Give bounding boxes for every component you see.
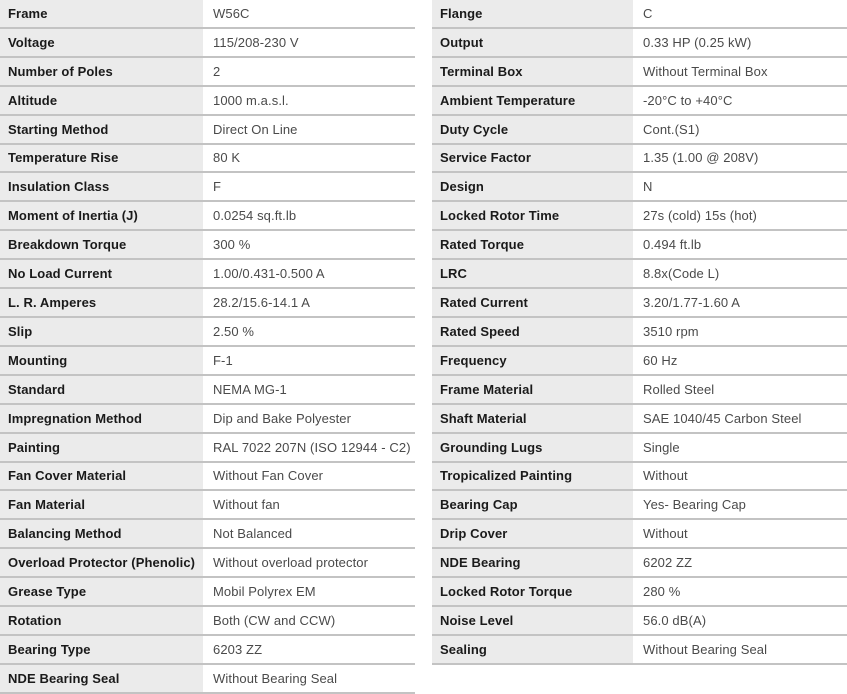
spec-row [0, 405, 415, 434]
spec-value: Dip and Bake Polyester [203, 405, 415, 432]
spec-label: Starting Method [0, 116, 203, 143]
spec-label: Frequency [432, 347, 633, 374]
spec-label: Service Factor [432, 145, 633, 172]
spec-row [0, 145, 415, 174]
spec-value: C [633, 0, 847, 27]
spec-row [432, 0, 847, 29]
spec-label: Breakdown Torque [0, 231, 203, 258]
spec-label: Sealing [432, 636, 633, 663]
spec-label: Impregnation Method [0, 405, 203, 432]
spec-row [432, 87, 847, 116]
spec-row [432, 463, 847, 492]
spec-value: 3510 rpm [633, 318, 847, 345]
spec-label: Bearing Type [0, 636, 203, 663]
spec-row [0, 636, 415, 665]
spec-value: 8.8x(Code L) [633, 260, 847, 287]
spec-value: W56C [203, 0, 415, 27]
spec-value: 115/208-230 V [203, 29, 415, 56]
spec-row [432, 636, 847, 665]
spec-label: Shaft Material [432, 405, 633, 432]
spec-label: NDE Bearing Seal [0, 665, 203, 692]
spec-value: Without overload protector [203, 549, 415, 576]
spec-value: Without [633, 463, 847, 490]
spec-label: Painting [0, 434, 203, 461]
spec-row [0, 87, 415, 116]
spec-label: Frame Material [432, 376, 633, 403]
spec-value: 0.494 ft.lb [633, 231, 847, 258]
spec-value: Without [633, 520, 847, 547]
spec-value: 80 K [203, 145, 415, 172]
spec-label: Rated Torque [432, 231, 633, 258]
spec-value: 0.33 HP (0.25 kW) [633, 29, 847, 56]
spec-value: SAE 1040/45 Carbon Steel [633, 405, 847, 432]
spec-value: Without Terminal Box [633, 58, 847, 85]
spec-row [432, 376, 847, 405]
spec-row [0, 607, 415, 636]
spec-value: Not Balanced [203, 520, 415, 547]
spec-row [0, 578, 415, 607]
spec-value: Both (CW and CCW) [203, 607, 415, 634]
spec-label: Balancing Method [0, 520, 203, 547]
spec-row [432, 607, 847, 636]
spec-label: Fan Material [0, 491, 203, 518]
spec-value: 2.50 % [203, 318, 415, 345]
spec-label: Standard [0, 376, 203, 403]
spec-label: Duty Cycle [432, 116, 633, 143]
spec-row [432, 318, 847, 347]
spec-value: 6202 ZZ [633, 549, 847, 576]
spec-row [432, 145, 847, 174]
spec-label: Drip Cover [432, 520, 633, 547]
spec-value: 1000 m.a.s.l. [203, 87, 415, 114]
spec-label: Noise Level [432, 607, 633, 634]
spec-row [0, 202, 415, 231]
spec-row [432, 58, 847, 87]
spec-value: Yes- Bearing Cap [633, 491, 847, 518]
spec-label: NDE Bearing [432, 549, 633, 576]
spec-row [0, 29, 415, 58]
spec-value: Rolled Steel [633, 376, 847, 403]
spec-row [432, 405, 847, 434]
spec-label: Moment of Inertia (J) [0, 202, 203, 229]
spec-label: Overload Protector (Phenolic) [0, 549, 203, 576]
spec-row [432, 347, 847, 376]
spec-row [432, 549, 847, 578]
spec-table-right [432, 0, 847, 694]
spec-row [0, 318, 415, 347]
spec-row [432, 491, 847, 520]
spec-value: Mobil Polyrex EM [203, 578, 415, 605]
spec-row [432, 289, 847, 318]
spec-value: 1.35 (1.00 @ 208V) [633, 145, 847, 172]
spec-row [432, 173, 847, 202]
spec-value: 2 [203, 58, 415, 85]
spec-label: Mounting [0, 347, 203, 374]
spec-value: NEMA MG-1 [203, 376, 415, 403]
spec-row [432, 231, 847, 260]
spec-label: L. R. Amperes [0, 289, 203, 316]
spec-row [0, 58, 415, 87]
spec-row [432, 520, 847, 549]
spec-label: Bearing Cap [432, 491, 633, 518]
spec-value: 60 Hz [633, 347, 847, 374]
spec-label: Locked Rotor Torque [432, 578, 633, 605]
spec-row [0, 463, 415, 492]
spec-label: Grounding Lugs [432, 434, 633, 461]
spec-value: Without fan [203, 491, 415, 518]
spec-value: 0.0254 sq.ft.lb [203, 202, 415, 229]
spec-row [0, 491, 415, 520]
spec-row [0, 116, 415, 145]
spec-label: Voltage [0, 29, 203, 56]
spec-label: LRC [432, 260, 633, 287]
spec-table-left [0, 0, 415, 694]
spec-value: 3.20/1.77-1.60 A [633, 289, 847, 316]
spec-value: Single [633, 434, 847, 461]
spec-label: Rated Speed [432, 318, 633, 345]
spec-value: -20°C to +40°C [633, 87, 847, 114]
spec-label: Output [432, 29, 633, 56]
spec-label: Tropicalized Painting [432, 463, 633, 490]
spec-row [432, 116, 847, 145]
spec-row [0, 665, 415, 694]
spec-label: No Load Current [0, 260, 203, 287]
spec-value: 1.00/0.431-0.500 A [203, 260, 415, 287]
spec-label: Altitude [0, 87, 203, 114]
spec-label: Insulation Class [0, 173, 203, 200]
spec-label: Rotation [0, 607, 203, 634]
spec-label: Grease Type [0, 578, 203, 605]
spec-label: Locked Rotor Time [432, 202, 633, 229]
spec-label: Number of Poles [0, 58, 203, 85]
spec-label: Slip [0, 318, 203, 345]
spec-value: Without Bearing Seal [633, 636, 847, 663]
spec-value: Without Fan Cover [203, 463, 415, 490]
spec-row [0, 0, 415, 29]
spec-value: 6203 ZZ [203, 636, 415, 663]
spec-value: 300 % [203, 231, 415, 258]
spec-value: Cont.(S1) [633, 116, 847, 143]
spec-value: RAL 7022 207N (ISO 12944 - C2) [203, 434, 415, 461]
spec-row [0, 434, 415, 463]
spec-value: 280 % [633, 578, 847, 605]
spec-value: N [633, 173, 847, 200]
spec-value: 27s (cold) 15s (hot) [633, 202, 847, 229]
spec-label: Terminal Box [432, 58, 633, 85]
spec-label: Ambient Temperature [432, 87, 633, 114]
spec-value: F [203, 173, 415, 200]
spec-row [432, 578, 847, 607]
spec-label: Frame [0, 0, 203, 27]
spec-row [432, 260, 847, 289]
spec-row [0, 347, 415, 376]
spec-row [432, 202, 847, 231]
spec-label: Flange [432, 0, 633, 27]
spec-row [0, 260, 415, 289]
spec-row [0, 289, 415, 318]
spec-value: 56.0 dB(A) [633, 607, 847, 634]
spec-label: Rated Current [432, 289, 633, 316]
spec-value: F-1 [203, 347, 415, 374]
spec-row [0, 173, 415, 202]
spec-label: Fan Cover Material [0, 463, 203, 490]
spec-row [0, 520, 415, 549]
spec-row [432, 434, 847, 463]
spec-label: Design [432, 173, 633, 200]
spec-row [0, 376, 415, 405]
spec-value: Without Bearing Seal [203, 665, 415, 692]
spec-row [0, 549, 415, 578]
spec-value: 28.2/15.6-14.1 A [203, 289, 415, 316]
spec-row [0, 231, 415, 260]
spec-value: Direct On Line [203, 116, 415, 143]
spec-label: Temperature Rise [0, 145, 203, 172]
spec-row [432, 29, 847, 58]
